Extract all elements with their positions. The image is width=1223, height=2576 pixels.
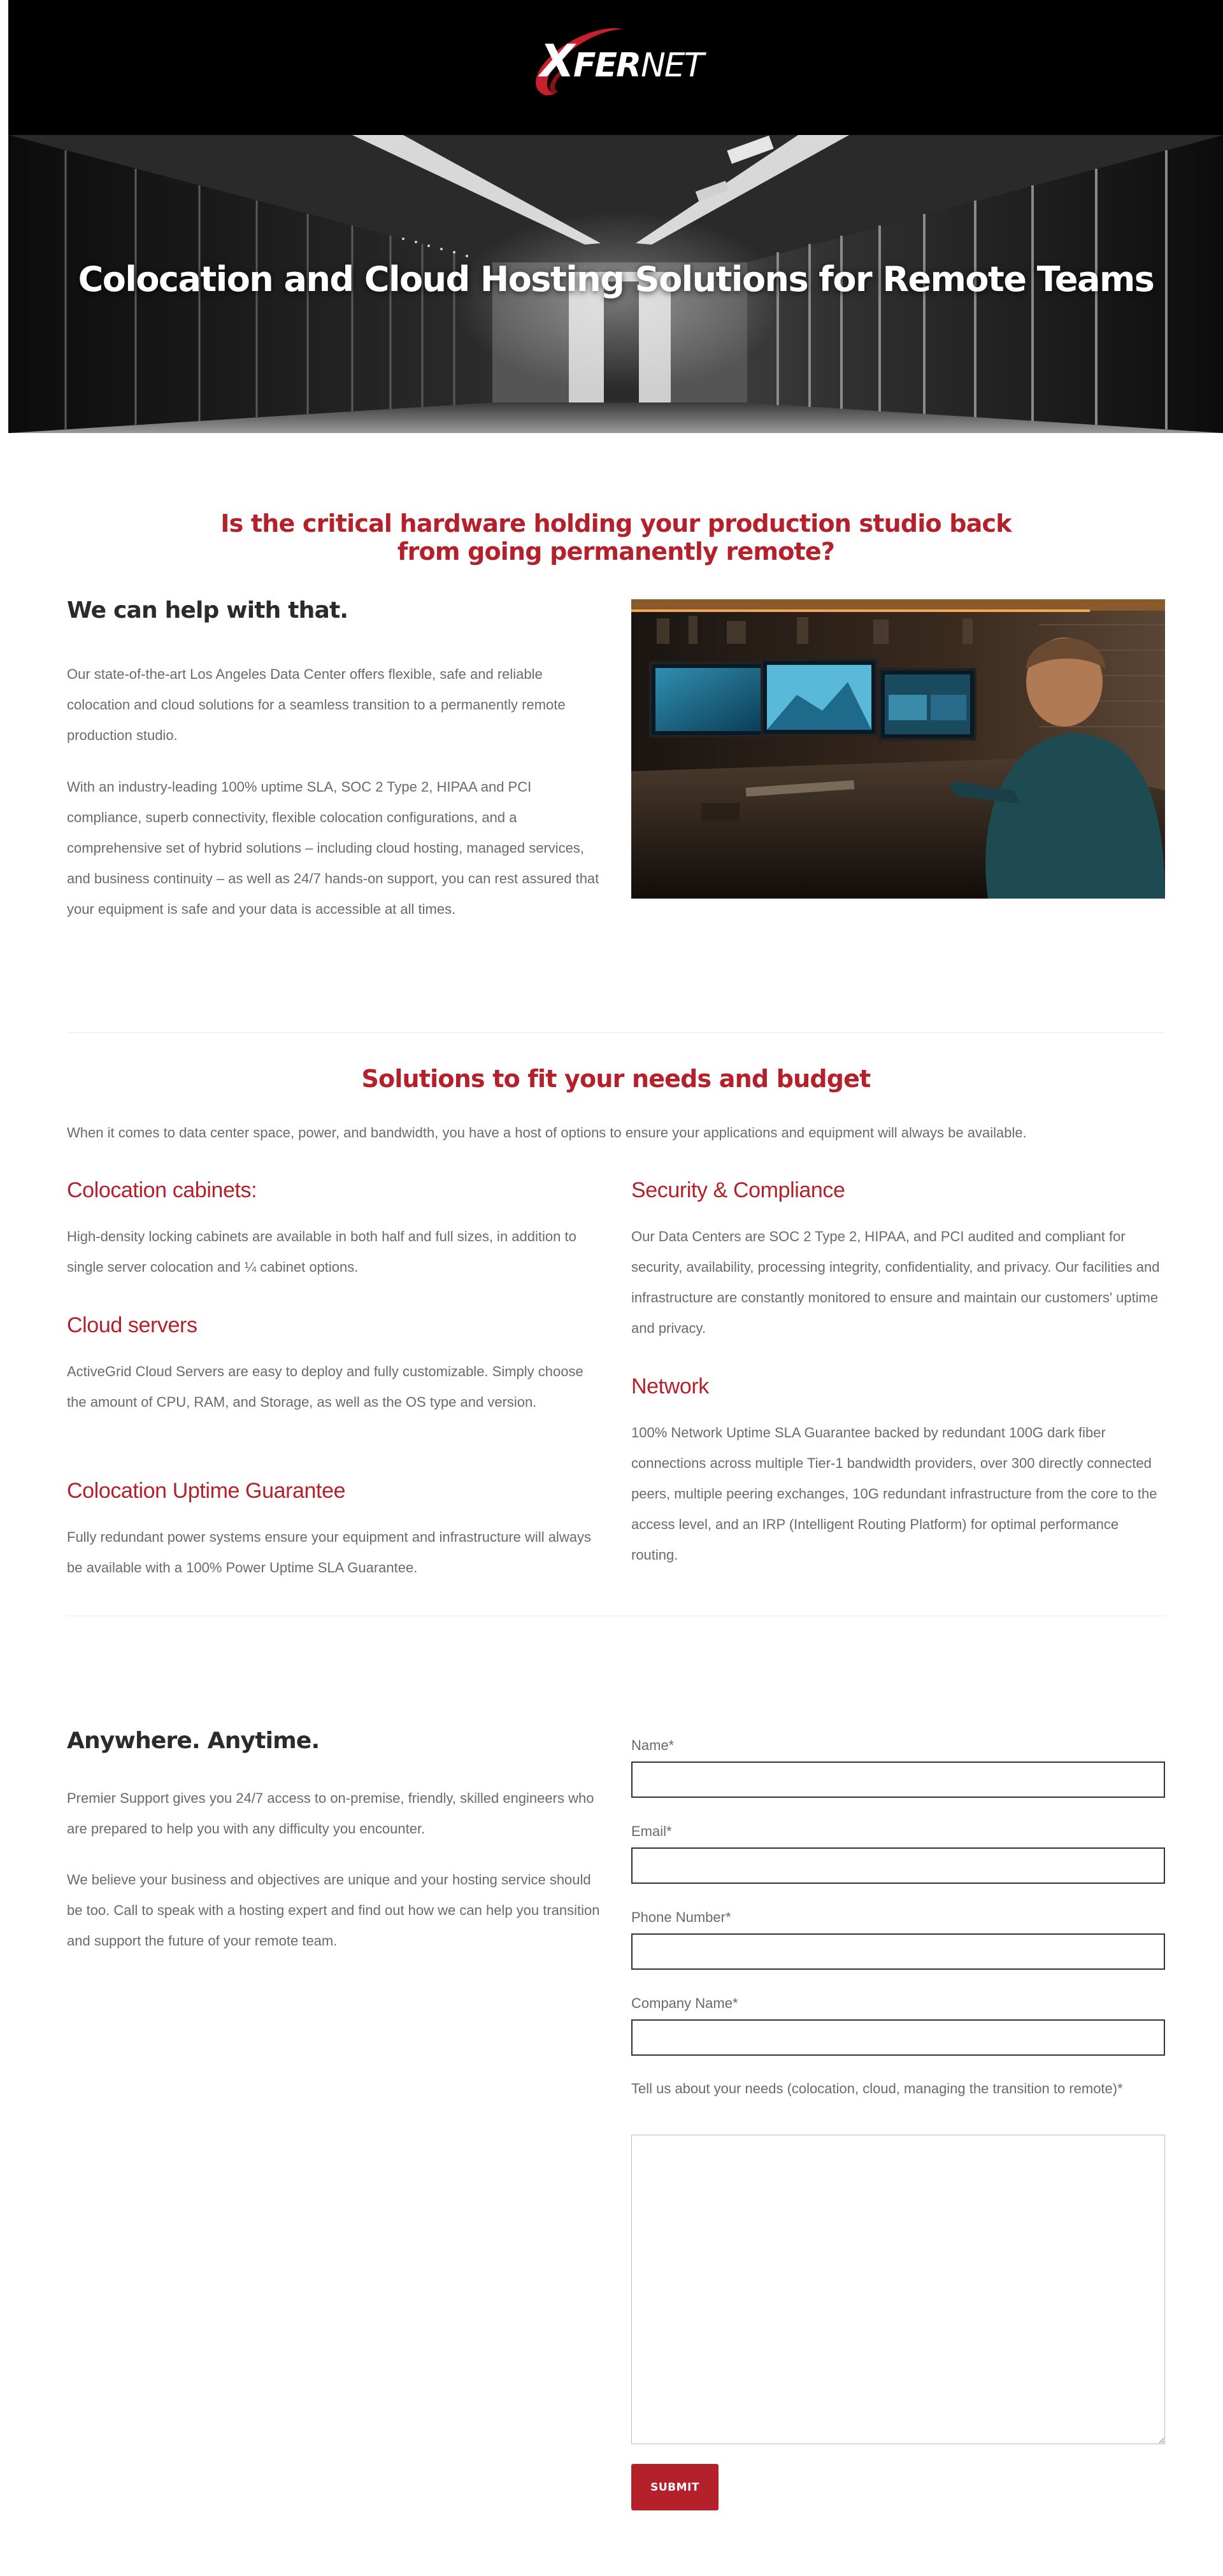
- studio-illustration: [631, 599, 1165, 899]
- intro-question-heading: [8, 509, 1223, 566]
- hero-banner: [8, 135, 1223, 433]
- feature-title-colocation-cabinets: Colocation cabinets:: [67, 1178, 257, 1202]
- intro-question-line1: Is the critical hardware holding your production studio back: [220, 509, 1012, 537]
- phone-label: Phone Number*: [631, 1909, 731, 1925]
- logo-net-text: NET: [641, 46, 703, 85]
- feature-text-uptime-guarantee: Fully redundant power systems ensure your equipment and infrastructure will always be available with a 100% Power Uptime SLA Guarantee.: [67, 1529, 591, 1576]
- feature-text-cloud-servers: ActiveGrid Cloud Servers are easy to deploy and fully customizable. Simply choose the amount of CPU, RAM, and Storage, as well as the OS type and version.: [67, 1363, 583, 1410]
- email-input[interactable]: [631, 1847, 1165, 1884]
- support-heading: Anywhere. Anytime.: [67, 1728, 320, 1754]
- feature-text-network: 100% Network Uptime SLA Guarantee backed by redundant 100G dark fiber connections across multiple Tier-1 bandwidth providers, over 300 directly connected peers, multiple peering exchanges, 10G redundant infrastructure from the core to the access level, and an IRP (Intelligent Routing Platform) for optimal performance routing.: [631, 1425, 1157, 1563]
- company-label: Company Name*: [631, 1995, 738, 2011]
- needs-textarea[interactable]: [631, 2135, 1165, 2444]
- page: [8, 0, 1223, 2576]
- email-label: Email*: [631, 1823, 672, 1839]
- xfernet-logo[interactable]: [521, 20, 712, 103]
- name-input[interactable]: [631, 1761, 1165, 1798]
- logo-x-text: X: [540, 35, 575, 87]
- company-input[interactable]: [631, 2019, 1165, 2056]
- feature-title-security-compliance: Security & Compliance: [631, 1178, 845, 1202]
- intro-question-line2: from going permanently remote?: [397, 537, 835, 566]
- hero-title: Colocation and Cloud Hosting Solutions for Remote Teams: [78, 259, 1154, 299]
- section-divider: [67, 1032, 1165, 1033]
- feature-text-security-compliance: Our Data Centers are SOC 2 Type 2, HIPAA, and PCI audited and compliant for security, availability, processing integrity, confidentiality, and privacy. Our facilities and infrastructure are constantly monitored to ensure and maintain our customers' uptime and privacy.: [631, 1228, 1160, 1336]
- intro-paragraph-2: With an industry-leading 100% uptime SLA, SOC 2 Type 2, HIPAA and PCI compliance, superb connectivity, flexible colocation configurations, and a comprehensive set of hybrid solutions – including cloud hosting, managed services, and business continuity – as well as 24/7 hands-on support, you can rest assured that your equipment is safe and your data is accessible at all times.: [67, 779, 599, 917]
- intro-paragraph-1: Our state-of-the-art Los Angeles Data Center offers flexible, safe and reliable colocation and cloud solutions for a seamless transition to a permanently remote production studio.: [67, 666, 566, 743]
- needs-label: Tell us about your needs (colocation, cloud, managing the transition to remote)*: [631, 2081, 1123, 2096]
- solutions-intro: When it comes to data center space, power, and bandwidth, you have a host of options to ensure your applications and equipment will always be available.: [67, 1125, 1027, 1141]
- solutions-heading: Solutions to fit your needs and budget: [361, 1065, 871, 1093]
- feature-title-network: Network: [631, 1374, 709, 1398]
- logo-fer-text: FER: [573, 46, 641, 85]
- xfernet-logo-icon: [521, 20, 712, 103]
- support-paragraph-1: Premier Support gives you 24/7 access to on-premise, friendly, skilled engineers who are prepared to help you with any difficulty you encounter.: [67, 1790, 594, 1837]
- feature-title-uptime-guarantee: Colocation Uptime Guarantee: [67, 1479, 346, 1503]
- production-studio-image: [631, 599, 1165, 899]
- support-paragraph-2: We believe your business and objectives are unique and your hosting service should be too. Call to speak with a hosting expert and find out how we can help you transition and support the future of your remote team.: [67, 1872, 600, 1949]
- feature-text-colocation-cabinets: High-density locking cabinets are available in both half and full sizes, in addition to single server colocation and ¼ cabinet options.: [67, 1228, 576, 1275]
- feature-title-cloud-servers: Cloud servers: [67, 1313, 197, 1337]
- name-label: Name*: [631, 1737, 675, 1753]
- help-heading: We can help with that.: [67, 597, 348, 623]
- phone-input[interactable]: [631, 1933, 1165, 1970]
- site-header: [8, 0, 1223, 135]
- submit-button[interactable]: SUBMIT: [631, 2464, 719, 2510]
